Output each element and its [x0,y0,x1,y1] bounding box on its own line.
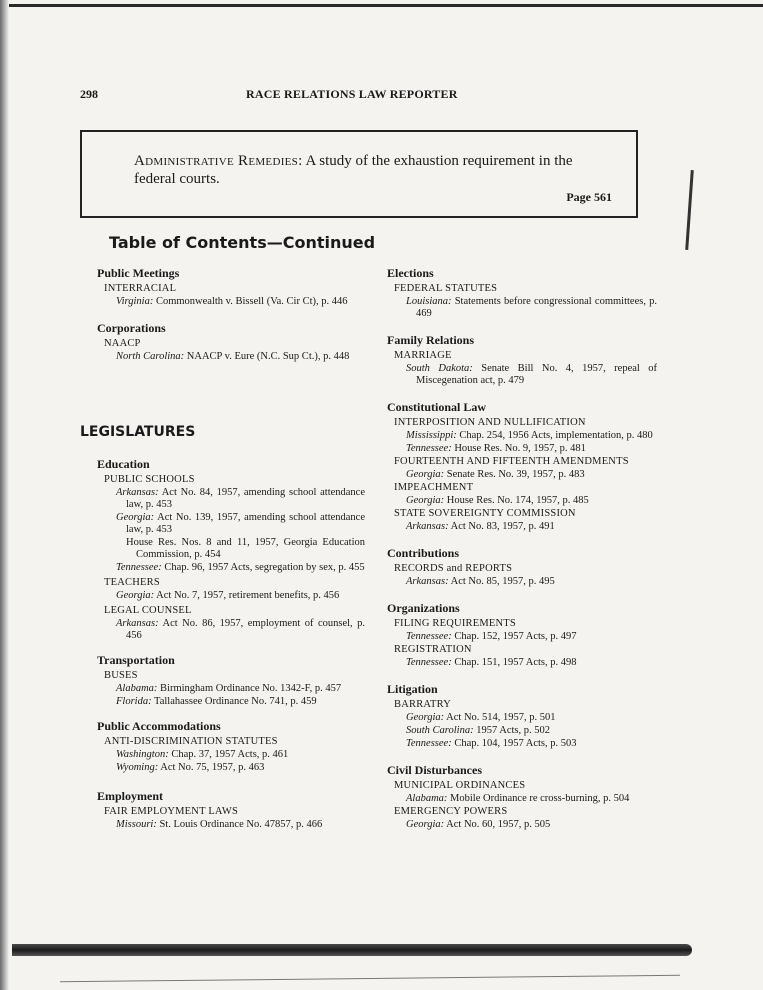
category-heading: Transportation [97,653,175,667]
category-heading: Civil Disturbances [387,763,483,777]
right-column [387,267,657,832]
toc-entry: Georgia: Act No. 60, 1957, p. 505 [406,819,551,830]
subcategory: PUBLIC SCHOOLS [104,474,195,485]
subcategory: MARRIAGE [394,350,452,361]
featured-page-ref: Page 561 [566,190,612,204]
toc-entry: Georgia: Act No. 7, 1957, retirement benefits, p. 456 [116,590,340,601]
toc-entry: Wyoming: Act No. 75, 1957, p. 463 [116,762,265,773]
category-heading: Education [97,457,150,471]
toc-entry: Tennessee: House Res. No. 9, 1957, p. 481 [406,443,586,454]
subcategory: EMERGENCY POWERS [394,806,508,817]
toc-entry: Tennessee: Chap. 104, 1957 Acts, p. 503 [406,738,577,749]
left-column-top [97,267,365,364]
subcategory: FOURTEENTH AND FIFTEENTH AMENDMENTS [394,456,629,467]
toc-entry: Georgia: Act No. 139, 1957, amending school attendance law, p. 453 [116,512,365,535]
section-heading-legislatures: LEGISLATURES [80,424,196,440]
toc-entry: Arkansas: Act No. 83, 1957, p. 491 [406,521,555,532]
toc-entry: Florida: Tallahassee Ordinance No. 741, p. 459 [116,696,317,707]
subcategory: FEDERAL STATUTES [394,283,498,294]
toc-entry: Arkansas: Act No. 86, 1957, employment of counsel, p. 456 [116,618,366,641]
subcategory: INTERRACIAL [104,283,177,294]
category-heading: Family Relations [387,333,474,347]
left-column-bottom [97,458,365,832]
toc-entry: Arkansas: Act No. 85, 1957, p. 495 [406,576,555,587]
page-number: 298 [80,87,98,101]
scan-edge-bottom [12,944,692,956]
subcategory: RECORDS and REPORTS [394,563,513,574]
subcategory: LEGAL COUNSEL [104,605,192,616]
toc-entry: Virginia: Commonwealth v. Bissell (Va. Cir Ct), p. 446 [116,296,348,307]
toc-entry: Georgia: House Res. No. 174, 1957, p. 485 [406,495,589,506]
category-heading: Constitutional Law [387,400,487,414]
toc-entry: Tennessee: Chap. 151, 1957 Acts, p. 498 [406,657,577,668]
margin-pen-mark [685,170,694,250]
category-heading: Public Meetings [97,266,180,280]
subcategory: BARRATRY [394,699,452,710]
subcategory: INTERPOSITION AND NULLIFICATION [394,417,586,428]
toc-entry: Mississippi: Chap. 254, 1956 Acts, implementation, p. 480 [406,430,653,441]
category-heading: Elections [387,266,434,280]
category-heading: Corporations [97,321,166,335]
subcategory: FILING REQUIREMENTS [394,618,516,629]
category-heading: Public Accommodations [97,719,221,733]
category-heading: Employment [97,789,163,803]
scan-edge-left [0,0,9,990]
toc-entry: South Carolina: 1957 Acts, p. 502 [406,725,550,736]
featured-article-box [80,130,638,218]
toc-entry: Tennessee: Chap. 96, 1957 Acts, segregation by sex, p. 455 [116,562,365,573]
toc-title: Table of Contents—Continued [109,233,376,252]
featured-article-title: Administrative Remedies: A study of the exhaustion requirement in the federal courts. [134,153,573,187]
subcategory: ANTI-DISCRIMINATION STATUTES [104,736,278,747]
toc-entry: Georgia: Act No. 514, 1957, p. 501 [406,712,556,723]
toc-entry: Louisiana: Statements before congressional committees, p. 469 [406,296,658,319]
toc-entry: South Dakota: Senate Bill No. 4, 1957, repeal of Miscegenation act, p. 479 [406,363,658,386]
toc-entry: Alabama: Birmingham Ordinance No. 1342-F, p. 457 [116,683,342,694]
subcategory: MUNICIPAL ORDINANCES [394,780,526,791]
toc-entry: Alabama: Mobile Ordinance re cross-burning, p. 504 [406,793,630,804]
toc-entry: Georgia: Senate Res. No. 39, 1957, p. 483 [406,469,585,480]
category-heading: Litigation [387,682,438,696]
toc-entry: Arkansas: Act No. 84, 1957, amending school attendance law, p. 453 [116,487,365,510]
category-heading: Contributions [387,546,460,560]
subcategory: FAIR EMPLOYMENT LAWS [104,806,239,817]
toc-entry: House Res. Nos. 8 and 11, 1957, Georgia Education Commission, p. 454 [126,537,365,560]
scan-edge-top [0,4,763,7]
subcategory: TEACHERS [104,577,160,588]
toc-entry: Tennessee: Chap. 152, 1957 Acts, p. 497 [406,631,577,642]
subcategory: NAACP [104,338,141,349]
subcategory: STATE SOVEREIGNTY COMMISSION [394,508,576,519]
running-head: RACE RELATIONS LAW REPORTER [246,87,458,101]
toc-entry: Missouri: St. Louis Ordinance No. 47857, p. 466 [116,819,323,830]
toc-entry: Washington: Chap. 37, 1957 Acts, p. 461 [116,749,289,760]
category-heading: Organizations [387,601,460,615]
subcategory: REGISTRATION [394,644,472,655]
toc-entry: North Carolina: NAACP v. Eure (N.C. Sup Ct.), p. 448 [116,351,350,362]
scan-line-bottom [60,975,680,982]
subcategory: IMPEACHMENT [394,482,474,493]
subcategory: BUSES [104,670,138,681]
